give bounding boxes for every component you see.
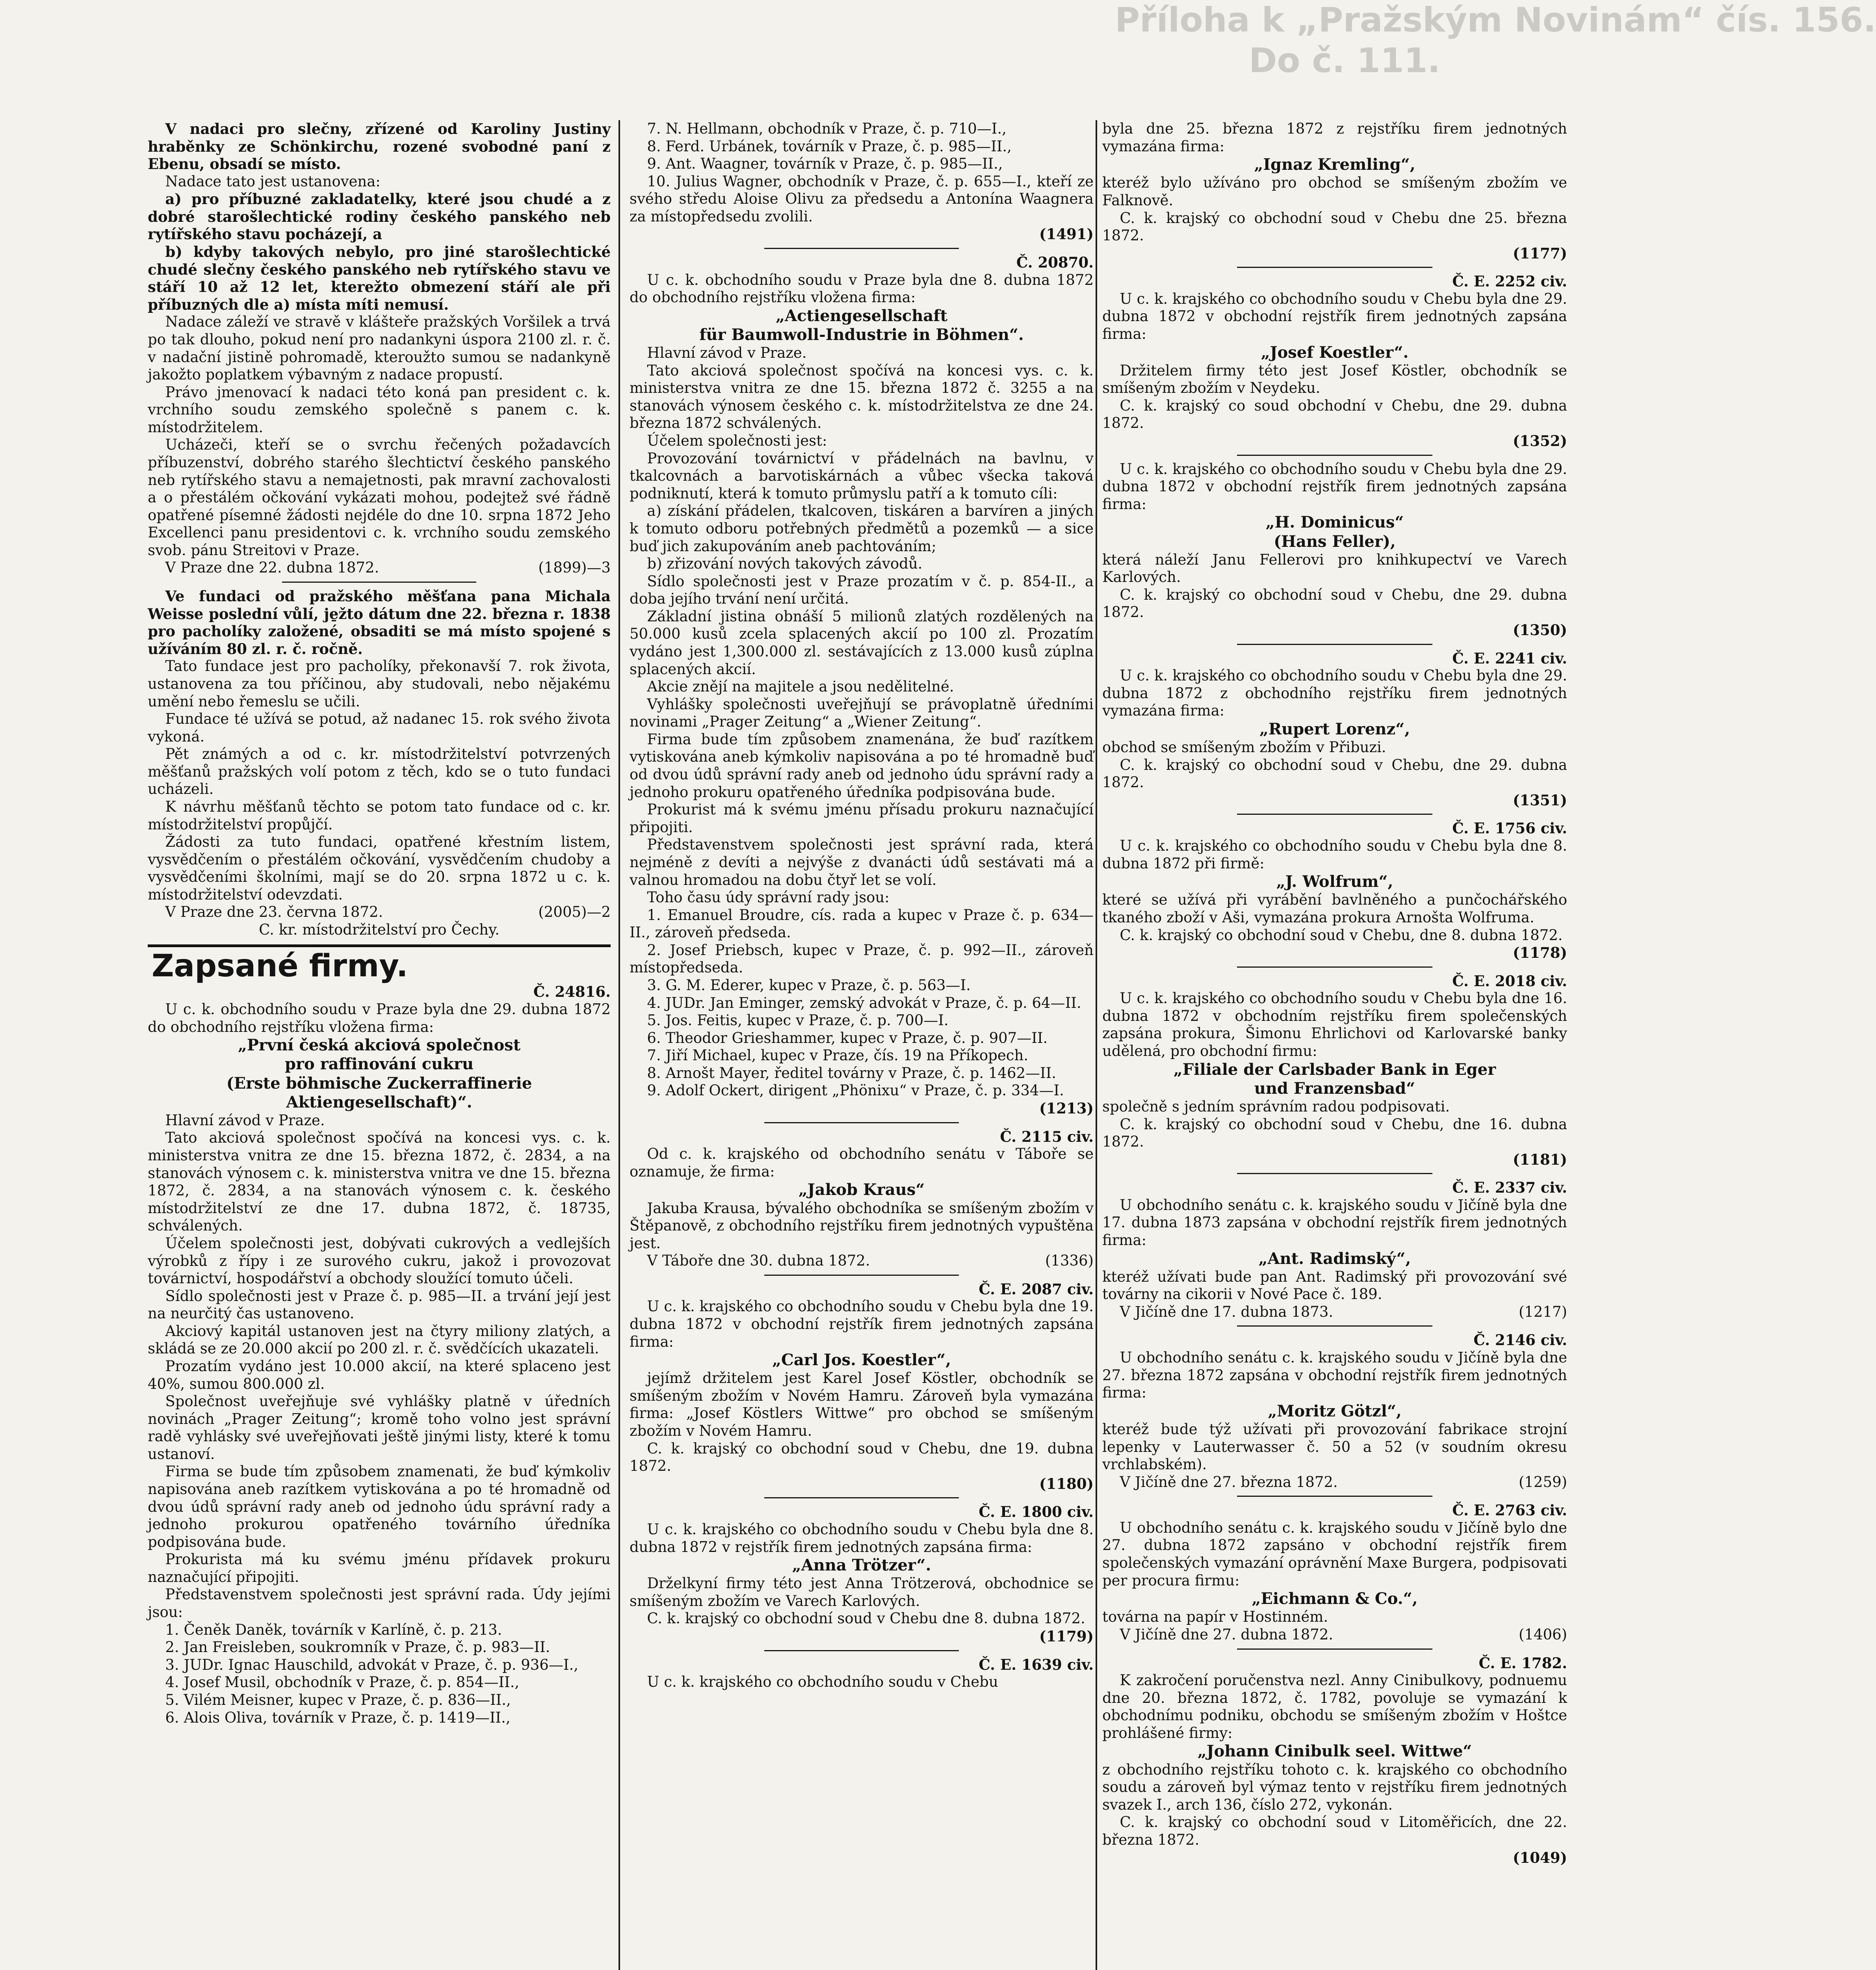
paragraph: K návrhu měšťanů těchto se potom tato fundace od c. kr. místodržitelství propůjčí. <box>148 798 611 833</box>
entry-number: Č. E. 2018 civ. <box>1452 972 1567 990</box>
signature: C. kr. místodržitelství pro Čechy. <box>259 921 500 939</box>
divider <box>1237 267 1432 268</box>
firm-name: für Baumwoll-Industrie in Böhmen“. <box>699 325 1024 344</box>
ref-number: (1899)—3 <box>538 559 611 576</box>
paragraph: kteréž užívati bude pan Ant. Radimský při provozování své továrny na cikorii v Nové Pace č. 189. <box>1102 1268 1567 1303</box>
paragraph: U c. k. krajského co obchodního soudu v Chebu byla dne 8. dubna 1872 v rejstřík firem jednotných zapsána firma: <box>630 1520 1094 1556</box>
paragraph: C. k. krajský co obchodní soud v Chebu, dne 29. dubna 1872. <box>1102 586 1567 621</box>
paragraph: Ve fundaci od pražského měšťana pana Michala Weisse poslední vůlí, je̱žto dátum dne 22. března r. 1838 pro pacholíky založené, obsaditi se má místo spojené s užíváním 80 zl. r. č. ročně. <box>148 587 611 658</box>
list-item: 5. Vilém Meisner, kupec v Praze, č. p. 836—II., <box>165 1691 511 1708</box>
list-item: 4. JUDr. Jan Eminger, zemský advokát v Praze, č. p. 64—II. <box>647 994 1081 1011</box>
paragraph: Prokurist má k svému jménu přísadu prokuru naznačující připojiti. <box>630 801 1094 836</box>
firm-name: „H. Dominicus“ <box>1265 513 1404 532</box>
ref-number: (1217) <box>1518 1303 1567 1320</box>
list-item: 10. Julius Wagner, obchodník v Praze, č. p. 655—I., kteří ze svého středu Aloise Olivu za předsedu a Antonína Waagnera za místopředsedu zvolili. <box>630 173 1094 225</box>
firm-name: „Jakob Kraus“ <box>798 1180 925 1199</box>
paragraph: U c. k. krajského co obchodního soudu v Chebu byla dne 19. dubna 1872 v obchodní rejstřík firem jednotných zapsána firma: <box>630 1298 1094 1350</box>
paragraph: kteréž bylo užíváno pro obchod se smíšeným zbožím ve Falknově. <box>1102 174 1567 209</box>
firm-name: (Erste böhmische Zuckerraffinerie <box>226 1074 532 1093</box>
date: V Jičíně dne 27. března 1872. <box>1120 1473 1338 1491</box>
entry-number: Č. 2146 civ. <box>1473 1331 1567 1349</box>
paragraph: která náleží Janu Fellerovi pro knihkupectví ve Varech Karlových. <box>1102 551 1567 586</box>
column-3 <box>1102 120 1567 1970</box>
paragraph: C. k. krajský co obchodní soud v Litoměřicích, dne 22. března 1872. <box>1102 1814 1567 1848</box>
firm-name: „Rupert Lorenz“, <box>1259 719 1410 738</box>
column-2 <box>630 120 1094 1970</box>
entry-number: Č. E. 2252 civ. <box>1452 273 1567 290</box>
paragraph: které se užívá při vyrábění bavlněného a punčochářského tkaného zboží v Aši, vymazána prokura Arnošta Wolfruma. <box>1102 891 1567 926</box>
paragraph: a) pro příbuzné zakladatelky, které jsou chudé a z dobré starošlechtické rodiny českého panského neb rytířského stavu pocházejí, a <box>148 190 611 243</box>
paragraph: U obchodního senátu c. k. krajského soudu v Jičíně bylo dne 27. dubna 1872 zapsáno v obchodní rejstřík firem společenských vymazání oprávnění Maxe Burgera, podpisovati per procura firmu: <box>1102 1519 1567 1589</box>
entry-number: Č. E. 1782. <box>1479 1654 1567 1672</box>
paragraph: U c. k. krajského co obchodního soudu v Chebu byla dne 29. dubna 1872 v obchodní rejstřík firem jednotných zapsána firma: <box>1102 460 1567 513</box>
paragraph: Nadace záleží ve stravě v klášteře pražských Voršilek a trvá po tak dlouho, pokud není pro nadankyni úspora 2100 zl. r. č. v nadační jistině pohromadě, kteroužto sumou se nadankyně jakožto poplatkem výbavným z nadace propustí. <box>148 313 611 383</box>
ghost-line: Do č. 111. <box>1249 41 1441 81</box>
paragraph: Jakuba Krausa, bývalého obchodníka se smíšeným zbožím v Štěpanově, z obchodního rejstříku firem jednotných vypuštěna jest. <box>630 1199 1094 1252</box>
dateline <box>630 1252 1094 1270</box>
column-divider <box>619 120 620 1970</box>
firm-name: „Carl Jos. Koestler“, <box>772 1351 951 1370</box>
paragraph: U c. k. krajského co obchodního soudu v Chebu byla dne 8. dubna 1872 při firmě: <box>1102 837 1567 872</box>
paragraph: Hlavní závod v Praze. <box>647 344 807 362</box>
paragraph: Sídlo společnosti jest v Praze prozatím v č. p. 854-II., a doba jejího trvání není určitá. <box>630 572 1094 608</box>
ghost-line: Příloha k „Pražským Novinám“ čís. 156. <box>1115 0 1876 40</box>
entry-number: Č. 24816. <box>533 983 611 1001</box>
ref-number: (1491) <box>1039 225 1094 243</box>
section-title: Zapsané firmy. <box>152 948 408 984</box>
paragraph: U c. k. krajského co obchodního soudu v Chebu <box>647 1673 998 1691</box>
paragraph: U c. k. krajského co obchodního soudu v Chebu byla dne 29. dubna 1872 z obchodního rejstříku firem jednotných vymazána firma: <box>1102 667 1567 719</box>
firm-name: Aktiengesellschaft)“. <box>286 1093 472 1111</box>
list-item: 3. G. M. Ederer, kupec v Praze, č. p. 563—I. <box>647 976 971 994</box>
paragraph: Akcie znějí na majitele a jsou nedělitelné. <box>647 678 954 695</box>
ref-number: (1180) <box>1039 1475 1094 1492</box>
ref-number: (1351) <box>1513 791 1567 809</box>
paragraph: Účelem společnosti jest, dobývati cukrových a vedlejších výrobků z řípy i ze surového cukru, jakož i provozovat továrnictví, hospodářství a obchody sloužící tomuto účeli. <box>148 1234 611 1287</box>
list-item: 1. Čeněk Daněk, továrník v Karlíně, č. p. 213. <box>165 1621 502 1638</box>
paragraph: Základní jistina obnáší 5 milionů zlatých rozdělených na 50.000 kusů zcela splacených akcií po 100 zl. Prozatím vydáno jest 1,300.000 zl. sestávajících z 13.000 kusů zúplna splacených akcií. <box>630 608 1094 678</box>
ref-number: (1350) <box>1513 621 1567 639</box>
firm-name: „Filiale der Carlsbader Bank in Eger <box>1173 1060 1496 1079</box>
divider <box>282 582 477 583</box>
paragraph: C. k. krajský co obchodní soud v Chebu dne 8. dubna 1872. <box>647 1610 1085 1627</box>
entry-number: Č. 2115 civ. <box>1000 1128 1094 1145</box>
paragraph: Žádosti za tuto fundaci, opatřené křestním listem, vysvědčením o přestálém očkování, vysvědčením chudoby a vysvědčeními školními, mají se do 20. srpna 1872 u c. k. místodržitelství odevzdati. <box>148 833 611 903</box>
dateline <box>148 903 611 921</box>
divider <box>1237 644 1432 645</box>
paragraph: Vyhlášky společnosti uveřejňují se právoplatně úředními novinami „Prager Zeitung“ a „Wiener Zeitung“. <box>630 695 1094 730</box>
entry-number: Č. E. 1800 civ. <box>979 1503 1094 1521</box>
paragraph: U c. k. obchodního soudu v Praze byla dne 8. dubna 1872 do obchodního rejstříku vložena firma: <box>630 271 1094 306</box>
divider <box>1237 1173 1432 1174</box>
date: V Praze dne 22. dubna 1872. <box>165 559 379 576</box>
paragraph: Provozování továrnictví v přádelnách na bavlnu, v tkalcovnách a barvotiskárnách a vůbec všecka taková podniknutí, která k tomuto průmyslu patří a k tomuto cíli: <box>630 450 1094 502</box>
paragraph: Firma se bude tím způsobem znamenati, že buď kýmkoliv napisována aneb razítkem vytiskována a po té hromadně od dvou údů správní rady aneb od jednoho údu správní rady a jednoho prokurou opatřeného továrního úředníka podpisována bude. <box>148 1463 611 1550</box>
paragraph: kteréž bude týž užívati při provozování fabrikace strojní lepenky v Lauterwasser č. 50 a 52 (v soudním okresu vrchlabském). <box>1102 1420 1567 1473</box>
paragraph: jejímž držitelem jest Karel Josef Köstler, obchodník se smíšeným zbožím v Novém Hamru. Zároveň byla vymazána firma: „Josef Köstlers Wittwe“ pro obchod se smíšeným zbožím v Novém Hamru. <box>630 1370 1094 1440</box>
divider <box>764 1497 959 1498</box>
divider <box>764 1650 959 1651</box>
paragraph: Pět známých a od c. kr. místodržitelství potvrzených měšťanů pražských volí potom z těch, kdo se o tuto fundaci ucházeli. <box>148 745 611 798</box>
divider <box>1237 1496 1432 1497</box>
dateline <box>1102 1303 1567 1321</box>
firm-name: (Hans Feller), <box>1274 532 1396 551</box>
list-item: 1. Emanuel Broudre, cís. rada a kupec v Praze č. p. 634—II., zároveň předseda. <box>630 906 1094 941</box>
paragraph: Akciový kapitál ustanoven jest na čtyry miliony zlatých, a skládá se ze 20.000 akcií po 200 zl. r. č. svědčících ukazateli. <box>148 1322 611 1357</box>
firm-name: „Anna Trötzer“. <box>792 1556 931 1575</box>
list-item: 8. Ferd. Urbánek, továrník v Praze, č. p. 985—II., <box>647 138 1012 155</box>
paragraph: U c. k. obchodního soudu v Praze byla dne 29. dubna 1872 do obchodního rejstříku vložena firma: <box>148 1000 611 1035</box>
firm-name: „Eichmann & Co.“, <box>1252 1589 1418 1608</box>
column-divider <box>1096 120 1097 1970</box>
paragraph: Prokurista má ku svému jménu přídavek prokuru naznačující připojiti. <box>148 1551 611 1585</box>
ref-number: (1177) <box>1513 244 1567 262</box>
paragraph: Nadace tato jest ustanovena: <box>165 173 381 190</box>
entry-number: Č. E. 2763 civ. <box>1452 1502 1567 1519</box>
paragraph: Právo jmenovací k nadaci této koná pan president c. k. vrchního soudu zemského společně s panem c. k. místodržitelem. <box>148 383 611 436</box>
paragraph: Představenstvem společnosti jest správní rada, která nejméně z devíti a nejvýše z dvanácti údů sestávati má a valnou hromadou na dobu čtyř let se volí. <box>630 836 1094 888</box>
firm-name: pro raffinování cukru <box>284 1055 474 1074</box>
entry-number: Č. 20870. <box>1016 254 1094 271</box>
divider <box>1237 814 1432 815</box>
list-item: 2. Jan Freisleben, soukromník v Praze, č. p. 983—II. <box>165 1639 550 1656</box>
paragraph: Fundace té užívá se potud, až nadanec 15. rok svého života vykoná. <box>148 710 611 745</box>
ref-number: (1352) <box>1513 432 1567 450</box>
paragraph: Účelem společnosti jest: <box>647 432 827 450</box>
divider <box>1237 455 1432 456</box>
date: V Jičíně dne 17. dubna 1873. <box>1120 1303 1334 1320</box>
list-item: 8. Arnošt Mayer, ředitel továrny v Praze, č. p. 1462—II. <box>647 1064 1057 1082</box>
firm-name: „Ignaz Kremling“, <box>1254 155 1415 174</box>
ref-number: (2005)—2 <box>538 903 611 921</box>
ref-number: (1179) <box>1039 1628 1094 1645</box>
divider <box>764 1275 959 1276</box>
dateline <box>1102 1626 1567 1644</box>
list-item: 3. JUDr. Ignac Hauschild, advokát v Praze, č. p. 936—I., <box>165 1656 578 1673</box>
list-item: 7. Jiří Michael, kupec v Praze, čís. 19 na Příkopech. <box>647 1047 1029 1064</box>
ref-number: (1259) <box>1518 1473 1567 1491</box>
paragraph: Představenstvem společnosti jest správní rada. Údy jejími jsou: <box>148 1586 611 1621</box>
firm-name: „Actiengesellschaft <box>776 306 947 325</box>
section-rule <box>148 944 611 947</box>
entry-number: Č. E. 2087 civ. <box>979 1280 1094 1298</box>
paragraph: Ucházeči, kteří se o svrchu řečených požadavcích příbuzenství, dobrého starého šlechtictví českého panského neb rytířského stavu a nemajetnosti, pak mravní zachovalosti a o přestálém očkování vykázati mohou, podejtež své řádně opatřené písemné žádosti nejdéle do dne 10. srpna 1872 Jeho Excellenci panu presidentovi c. k. vrchního soudu zemského svob. pánu Streitovi v Praze. <box>148 436 611 559</box>
paragraph: Tato akciová společnost spočívá na koncesi vys. c. k. ministerstva vnitra ze dne 15. března 1872, č. 2834, a na stanovách výnosem c. k. ministerstva vnitra ve dne 15. března 1872, č. 2834, a na stanovách výnosem c. k. českého místodržitelství ze dne 17. dubna 1872, č. 18735, schválených. <box>148 1129 611 1234</box>
list-item: 9. Adolf Ockert, dirigent „Phönixu“ v Praze, č. p. 334—I. <box>647 1082 1064 1099</box>
paragraph: Od c. k. krajského od obchodního senátu v Táboře se oznamuje, že firma: <box>630 1145 1094 1180</box>
firm-name: „První česká akciová společnost <box>238 1036 521 1055</box>
ref-number: (1178) <box>1513 944 1567 962</box>
paragraph: z obchodního rejstříku tohoto c. k. krajského co obchodního soudu a zároveň byl výmaz tento v rejstříku firem jednotných svazek I., arch 136, číslo 272, vykonán. <box>1102 1761 1567 1813</box>
date: V Praze dne 23. června 1872. <box>165 903 383 921</box>
ref-number: (1181) <box>1513 1150 1567 1168</box>
divider <box>764 248 959 249</box>
dateline <box>1102 1474 1567 1491</box>
ref-number: (1049) <box>1513 1849 1567 1866</box>
divider <box>1237 1648 1432 1650</box>
paragraph: U c. k. krajského co obchodního soudu v Chebu byla dne 16. dubna 1872 v obchodním rejstříku firem společenských zapsána prokura, Šimonu Ehrlichovi od Karlovarské banky udělená, pro obchodní firmu: <box>1102 990 1567 1059</box>
paragraph: C. k. krajský co obchodní soud v Chebu dne 25. března 1872. <box>1102 209 1567 244</box>
entry-number: Č. E. 1639 civ. <box>979 1656 1094 1673</box>
paragraph: společně s jedním správním radou podpisovati. <box>1102 1098 1450 1115</box>
paragraph: K zakročení poručenstva nezl. Anny Cinibulkovy, podnuemu dne 20. března 1872, č. 1782, povoluje se vymazání k obchodnímu podniku, obchodu se smíšeným zbožím v Hoštce prohlášené firmy: <box>1102 1672 1567 1741</box>
dateline <box>148 559 611 577</box>
column-1 <box>148 120 611 1970</box>
paragraph: Společnost uveřejňuje své vyhlášky platně v úředních novinách „Prager Zeitung“; kromě toho volno jest správní radě vyhlásky své uveřejňovati ještě jinými listy, které k tomu ustanoví. <box>148 1393 611 1463</box>
paragraph: Sídlo společnosti jest v Praze č. p. 985—II. a trvání její jest na neurčitý čas ustanoveno. <box>148 1287 611 1322</box>
firm-name: und Franzensbad“ <box>1254 1079 1415 1098</box>
firm-name: „Moritz Götzl“, <box>1268 1401 1402 1420</box>
list-item: 5. Jos. Feitis, kupec v Praze, č. p. 700—I. <box>647 1012 949 1029</box>
entry-number: Č. E. 2337 civ. <box>1452 1179 1567 1197</box>
paragraph: Držitelem firmy této jest Josef Köstler, obchodník se smíšeným zbožím v Neydeku. <box>1102 362 1567 397</box>
bleed-through-header <box>1115 0 1876 106</box>
paragraph: V nadaci pro slečny, zřízené od Karoliny Justiny hraběnky ze Schönkirchu, rozené svobodné paní z Ebenu, obsadí se místo. <box>148 120 611 173</box>
paragraph: C. k. krajský co soud obchodní v Chebu, dne 29. dubna 1872. <box>1102 397 1567 432</box>
paragraph: Firma bude tím způsobem znamenána, že buď razítkem vytiskována aneb kýmkoliv napisována a po té hromadně buď od dvou údů správní rady aneb od jednoho údu správní rady a jednoho prokuru opatřeného úředníka podpisována bude. <box>630 730 1094 801</box>
paragraph: U c. k. krajského co obchodního soudu v Chebu byla dne 29. dubna 1872 v obchodní rejstřík firem jednotných zapsána firma: <box>1102 290 1567 342</box>
list-item: 7. N. Hellmann, obchodník v Praze, č. p. 710—I., <box>647 120 1007 137</box>
firm-name: „Ant. Radimský“, <box>1258 1249 1411 1268</box>
paragraph: Drželkyní firmy této jest Anna Trötzerová, obchodnice se smíšeným zbožím ve Varech Karlových. <box>630 1575 1094 1609</box>
paragraph: a) získání přádelen, tkalcoven, tiskáren a barvíren a jiných k tomuto odboru potřebných předmětů a pozemků — a sice buď jich zakupováním aneb pachtováním; <box>630 502 1094 555</box>
paragraph: byla dne 25. března 1872 z rejstříku firem jednotných vymazána firma: <box>1102 120 1567 155</box>
paragraph: b) zřizování nových takových závodů. <box>647 555 923 572</box>
paragraph: C. k. krajský co obchodní soud v Chebu, dne 8. dubna 1872. <box>1120 926 1563 944</box>
firm-name: „Johann Cinibulk seel. Wittwe“ <box>1197 1742 1472 1761</box>
firm-name: „Josef Koestler“. <box>1261 343 1409 362</box>
entry-number: Č. E. 1756 civ. <box>1452 820 1567 837</box>
ref-number: (1406) <box>1518 1626 1567 1643</box>
paragraph: Tato fundace jest pro pacholíky, překonavší 7. rok života, ustanovena za tou příčinou, aby studovali, nebo nějakému umění nebo řemeslu se učili. <box>148 658 611 710</box>
paragraph: U obchodního senátu c. k. krajského soudu v Jičíně byla dne 17. dubna 1873 zapsána v obchodní rejstřík firem jednotných firma: <box>1102 1196 1567 1249</box>
paragraph: Hlavní závod v Praze. <box>165 1111 325 1129</box>
paragraph: Toho času údy správní rady jsou: <box>647 889 890 906</box>
paragraph: Prozatím vydáno jest 10.000 akcií, na které splaceno jest 40%, sumou 800.000 zl. <box>148 1357 611 1392</box>
paragraph: C. k. krajský co obchodní soud v Chebu, dne 16. dubna 1872. <box>1102 1115 1567 1150</box>
paragraph: továrna na papír v Hostinném. <box>1102 1608 1328 1626</box>
list-item: 6. Theodor Grieshammer, kupec v Praze, č. p. 907—II. <box>647 1029 1048 1046</box>
date: V Táboře dne 30. dubna 1872. <box>647 1252 870 1269</box>
divider <box>1237 1325 1432 1327</box>
date: V Jičíně dne 27. dubna 1872. <box>1120 1626 1334 1643</box>
paragraph: C. k. krajský co obchodní soud v Chebu, dne 19. dubna 1872. <box>630 1440 1094 1475</box>
entry-number: Č. E. 2241 civ. <box>1452 649 1567 667</box>
divider <box>764 1122 959 1123</box>
firm-name: „J. Wolfrum“, <box>1276 872 1393 891</box>
paragraph: b) kdyby takových nebylo, pro jiné starošlechtické chudé slečny českého panského neb rytířského stavu ve stáří 10 až 12 let, kterežto obmezení stáří ale při příbuzných dle a) místa míti nemusí. <box>148 243 611 313</box>
list-item: 6. Alois Oliva, továrník v Praze, č. p. 1419—II., <box>165 1709 511 1726</box>
ref-number: (1213) <box>1039 1100 1094 1117</box>
divider <box>1237 966 1432 968</box>
list-item: 4. Josef Musil, obchodník v Praze, č. p. 854—II., <box>165 1674 520 1691</box>
list-item: 2. Josef Priebsch, kupec v Praze, č. p. 992—II., zároveň místopředseda. <box>630 941 1094 976</box>
paragraph: U obchodního senátu c. k. krajského soudu v Jičíně byla dne 27. března 1872 zapsána v obchodní rejstřík firem jednotných firma: <box>1102 1349 1567 1401</box>
paragraph: Tato akciová společnost spočívá na koncesi vys. c. k. ministerstva vnitra ze dne 15. března 1872 č. 3255 a na stanovách výnosem českého c. k. místodržitelstva ze dne 24. března 1872 schválených. <box>630 362 1094 432</box>
ref-number: (1336) <box>1045 1252 1094 1269</box>
paragraph: C. k. krajský co obchodní soud v Chebu, dne 29. dubna 1872. <box>1102 756 1567 791</box>
paragraph: obchod se smíšeným zbožím v Přibuzi. <box>1102 739 1386 756</box>
list-item: 9. Ant. Waagner, továrník v Praze, č. p. 985—II., <box>647 155 1003 173</box>
